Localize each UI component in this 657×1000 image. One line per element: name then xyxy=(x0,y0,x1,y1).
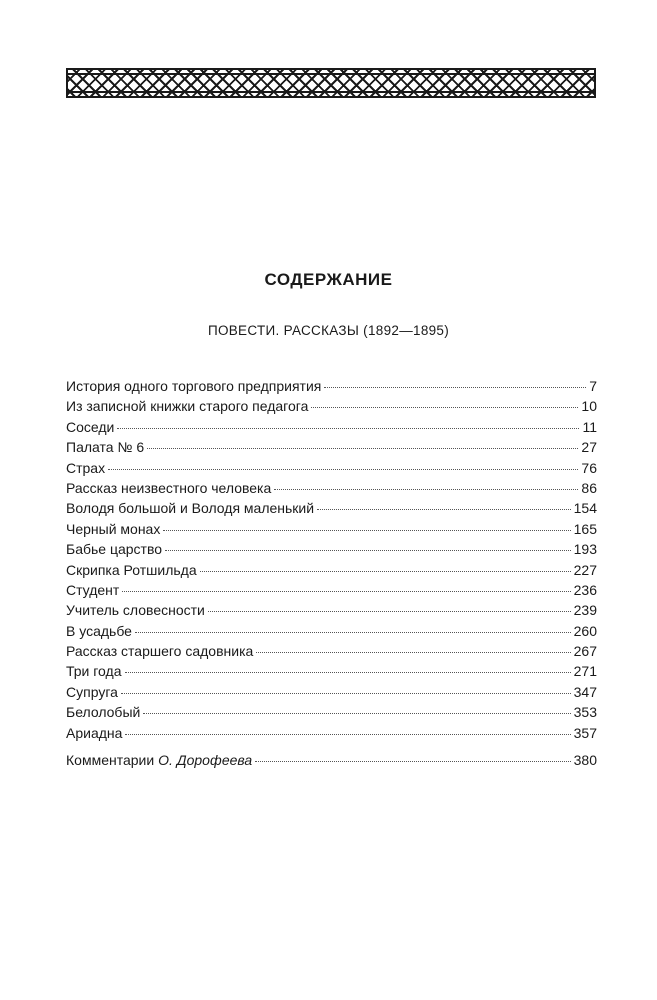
toc-entry-page: 260 xyxy=(573,622,597,639)
toc-entry-commentary xyxy=(66,750,597,770)
toc-entry-title: Супруга xyxy=(66,683,118,700)
toc-entry-page: 357 xyxy=(573,724,597,741)
toc-entry-title: Черный монах xyxy=(66,520,161,537)
commentary-label: Комментарии xyxy=(66,752,155,769)
table-of-contents xyxy=(66,376,597,770)
toc-entry xyxy=(66,478,597,498)
toc-entry-title: Из записной книжки старого педагога xyxy=(66,398,309,415)
dot-leader xyxy=(317,509,571,510)
toc-entry-page: 347 xyxy=(573,683,597,700)
toc-entry-title: История одного торгового предприятия xyxy=(66,378,322,394)
commentary-author: О. Дорофеева xyxy=(158,752,253,769)
toc-entry-page: 76 xyxy=(581,459,597,476)
toc-entry-title: Студент xyxy=(66,581,120,598)
dot-leader xyxy=(122,591,570,592)
dot-leader xyxy=(143,713,570,714)
toc-entry xyxy=(66,458,597,478)
toc-entry-page: 11 xyxy=(582,418,597,435)
dot-leader xyxy=(163,530,570,531)
toc-entry-page: 353 xyxy=(573,704,597,721)
dot-leader xyxy=(200,571,571,572)
toc-entry-title: Бабье царство xyxy=(66,541,163,558)
dot-leader xyxy=(311,407,578,408)
section-subtitle: ПОВЕСТИ. РАССКАЗЫ (1892—1895) xyxy=(207,323,450,338)
toc-entry xyxy=(66,682,597,702)
toc-entry xyxy=(66,600,597,620)
dot-leader xyxy=(125,734,570,735)
toc-entry xyxy=(66,396,597,416)
dot-leader xyxy=(121,693,571,694)
toc-entry-title: Володя большой и Володя маленький xyxy=(66,500,315,517)
toc-entry-title xyxy=(66,750,252,770)
dot-leader xyxy=(256,652,570,653)
toc-entry-page: 380 xyxy=(573,752,597,769)
toc-entry xyxy=(66,621,597,641)
toc-entry-title: Палата № 6 xyxy=(66,439,145,456)
toc-entry xyxy=(66,437,597,457)
toc-entry-page: 165 xyxy=(573,520,597,537)
toc-entry xyxy=(66,702,597,722)
toc-entry xyxy=(66,580,597,600)
toc-entry-page: 239 xyxy=(573,602,597,619)
toc-entry xyxy=(66,661,597,681)
toc-entry-title: Рассказ неизвестного человека xyxy=(66,479,272,496)
toc-entry-page: 7 xyxy=(589,378,597,394)
toc-entry xyxy=(66,498,597,518)
toc-entry-title: Три года xyxy=(66,663,122,680)
dot-leader xyxy=(255,761,570,762)
toc-entry-title: Страх xyxy=(66,459,106,476)
toc-entry xyxy=(66,519,597,539)
toc-entry-page: 271 xyxy=(573,663,597,680)
dot-leader xyxy=(125,672,571,673)
dot-leader xyxy=(324,387,586,388)
toc-entry-page: 236 xyxy=(573,581,597,598)
toc-entry-title: Учитель словесности xyxy=(66,602,205,619)
toc-entry-page: 193 xyxy=(573,541,597,558)
dot-leader xyxy=(135,632,571,633)
dot-leader xyxy=(165,550,571,551)
toc-entry xyxy=(66,641,597,661)
toc-entry-page: 227 xyxy=(573,561,597,578)
toc-entry-title: В усадьбе xyxy=(66,622,132,639)
toc-entry-title: Соседи xyxy=(66,418,115,435)
dot-leader xyxy=(108,469,578,470)
dot-leader xyxy=(274,489,578,490)
decorative-header-border xyxy=(66,68,596,98)
toc-entry-page: 154 xyxy=(573,500,597,517)
dot-leader xyxy=(208,611,571,612)
toc-entry-title: Рассказ старшего садовника xyxy=(66,643,254,660)
dot-leader xyxy=(117,428,579,429)
toc-entry xyxy=(66,417,597,437)
toc-entry-title: Ариадна xyxy=(66,724,123,741)
toc-entry xyxy=(66,539,597,559)
toc-entry-title: Скрипка Ротшильда xyxy=(66,561,197,578)
toc-entry-page: 86 xyxy=(581,479,597,496)
toc-entry-page: 267 xyxy=(573,643,597,660)
toc-entry xyxy=(66,723,597,743)
toc-entry xyxy=(66,560,597,580)
dot-leader xyxy=(147,448,578,449)
page-title: СОДЕРЖАНИЕ xyxy=(264,270,393,289)
toc-entry xyxy=(66,376,597,396)
toc-entry-title: Белолобый xyxy=(66,704,141,721)
toc-entry-page: 27 xyxy=(581,439,597,456)
toc-entry-page: 10 xyxy=(581,398,597,415)
